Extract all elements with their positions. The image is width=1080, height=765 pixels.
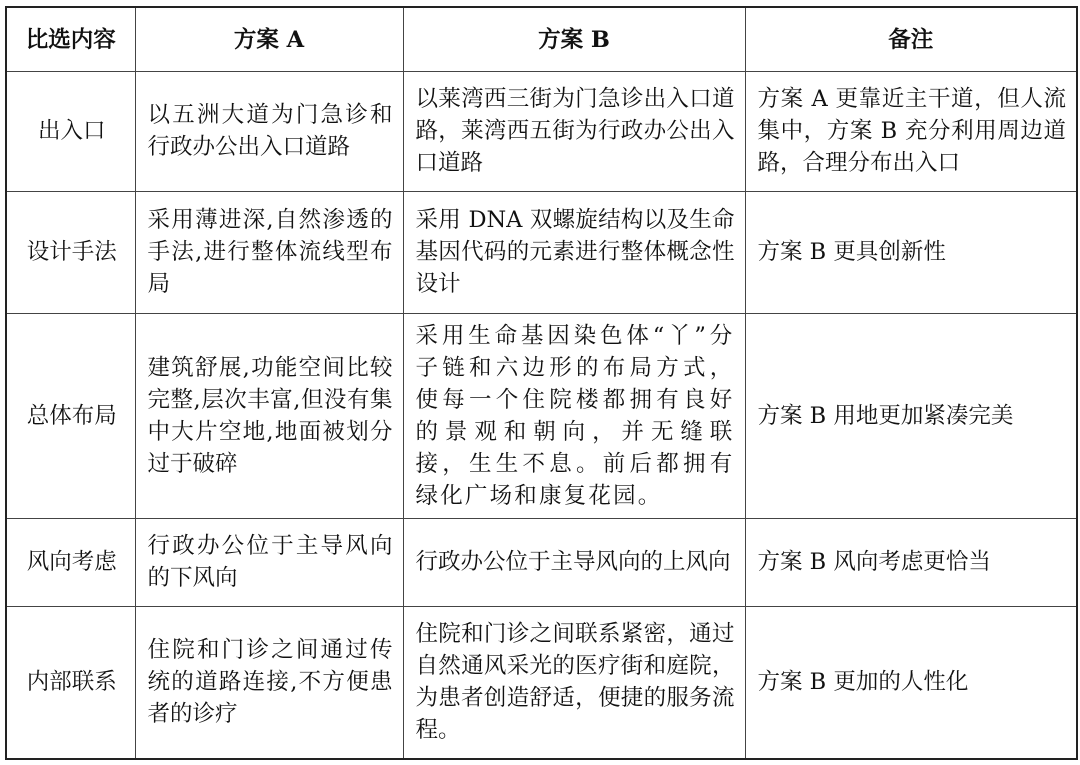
row-topic: 出入口 [6, 72, 135, 192]
plan-b-cell: 以莱湾西三街为门急诊出入口道路，莱湾西五街为行政办公出入口道路 [403, 72, 745, 192]
note-cell: 方案 B 更加的人性化 [745, 607, 1077, 759]
table-header-row [6, 7, 1077, 72]
plan-b-cell: 行政办公位于主导风向的上风向 [403, 519, 745, 607]
note-cell: 方案 A 更靠近主干道，但人流集中，方案 B 充分利用周边道路，合理分布出入口 [745, 72, 1077, 192]
plan-a-cell: 行政办公位于主导风向的下风向 [135, 519, 403, 607]
plan-a-cell: 住院和门诊之间通过传统的道路连接,不方便患者的诊疗 [135, 607, 403, 759]
row-topic: 风向考虑 [6, 519, 135, 607]
header-plan-a: 方案 A [135, 7, 403, 72]
table-row [6, 192, 1077, 314]
plan-b-cell: 采用 DNA 双螺旋结构以及生命基因代码的元素进行整体概念性设计 [403, 192, 745, 314]
header-plan-b: 方案 B [403, 7, 745, 72]
table-row [6, 607, 1077, 759]
plan-a-cell: 采用薄进深,自然渗透的手法,进行整体流线型布局 [135, 192, 403, 314]
table-row [6, 72, 1077, 192]
note-cell: 方案 B 用地更加紧凑完美 [745, 314, 1077, 519]
row-topic: 总体布局 [6, 314, 135, 519]
row-topic: 设计手法 [6, 192, 135, 314]
header-topic: 比选内容 [6, 7, 135, 72]
row-topic: 内部联系 [6, 607, 135, 759]
table-row [6, 519, 1077, 607]
plan-b-cell: 采用生命基因染色体“丫”分子链和六边形的布局方式，使每一个住院楼都拥有良好的景观和朝向，并无缝联接，生生不息。前后都拥有绿化广场和康复花园。 [403, 314, 745, 519]
comparison-table [5, 6, 1078, 760]
note-cell: 方案 B 更具创新性 [745, 192, 1077, 314]
note-cell: 方案 B 风向考虑更恰当 [745, 519, 1077, 607]
header-note: 备注 [745, 7, 1077, 72]
table-row [6, 314, 1077, 519]
plan-a-cell: 以五洲大道为门急诊和行政办公出入口道路 [135, 72, 403, 192]
plan-b-cell: 住院和门诊之间联系紧密，通过自然通风采光的医疗街和庭院，为患者创造舒适，便捷的服务流程。 [403, 607, 745, 759]
plan-a-cell: 建筑舒展,功能空间比较完整,层次丰富,但没有集中大片空地,地面被划分过于破碎 [135, 314, 403, 519]
